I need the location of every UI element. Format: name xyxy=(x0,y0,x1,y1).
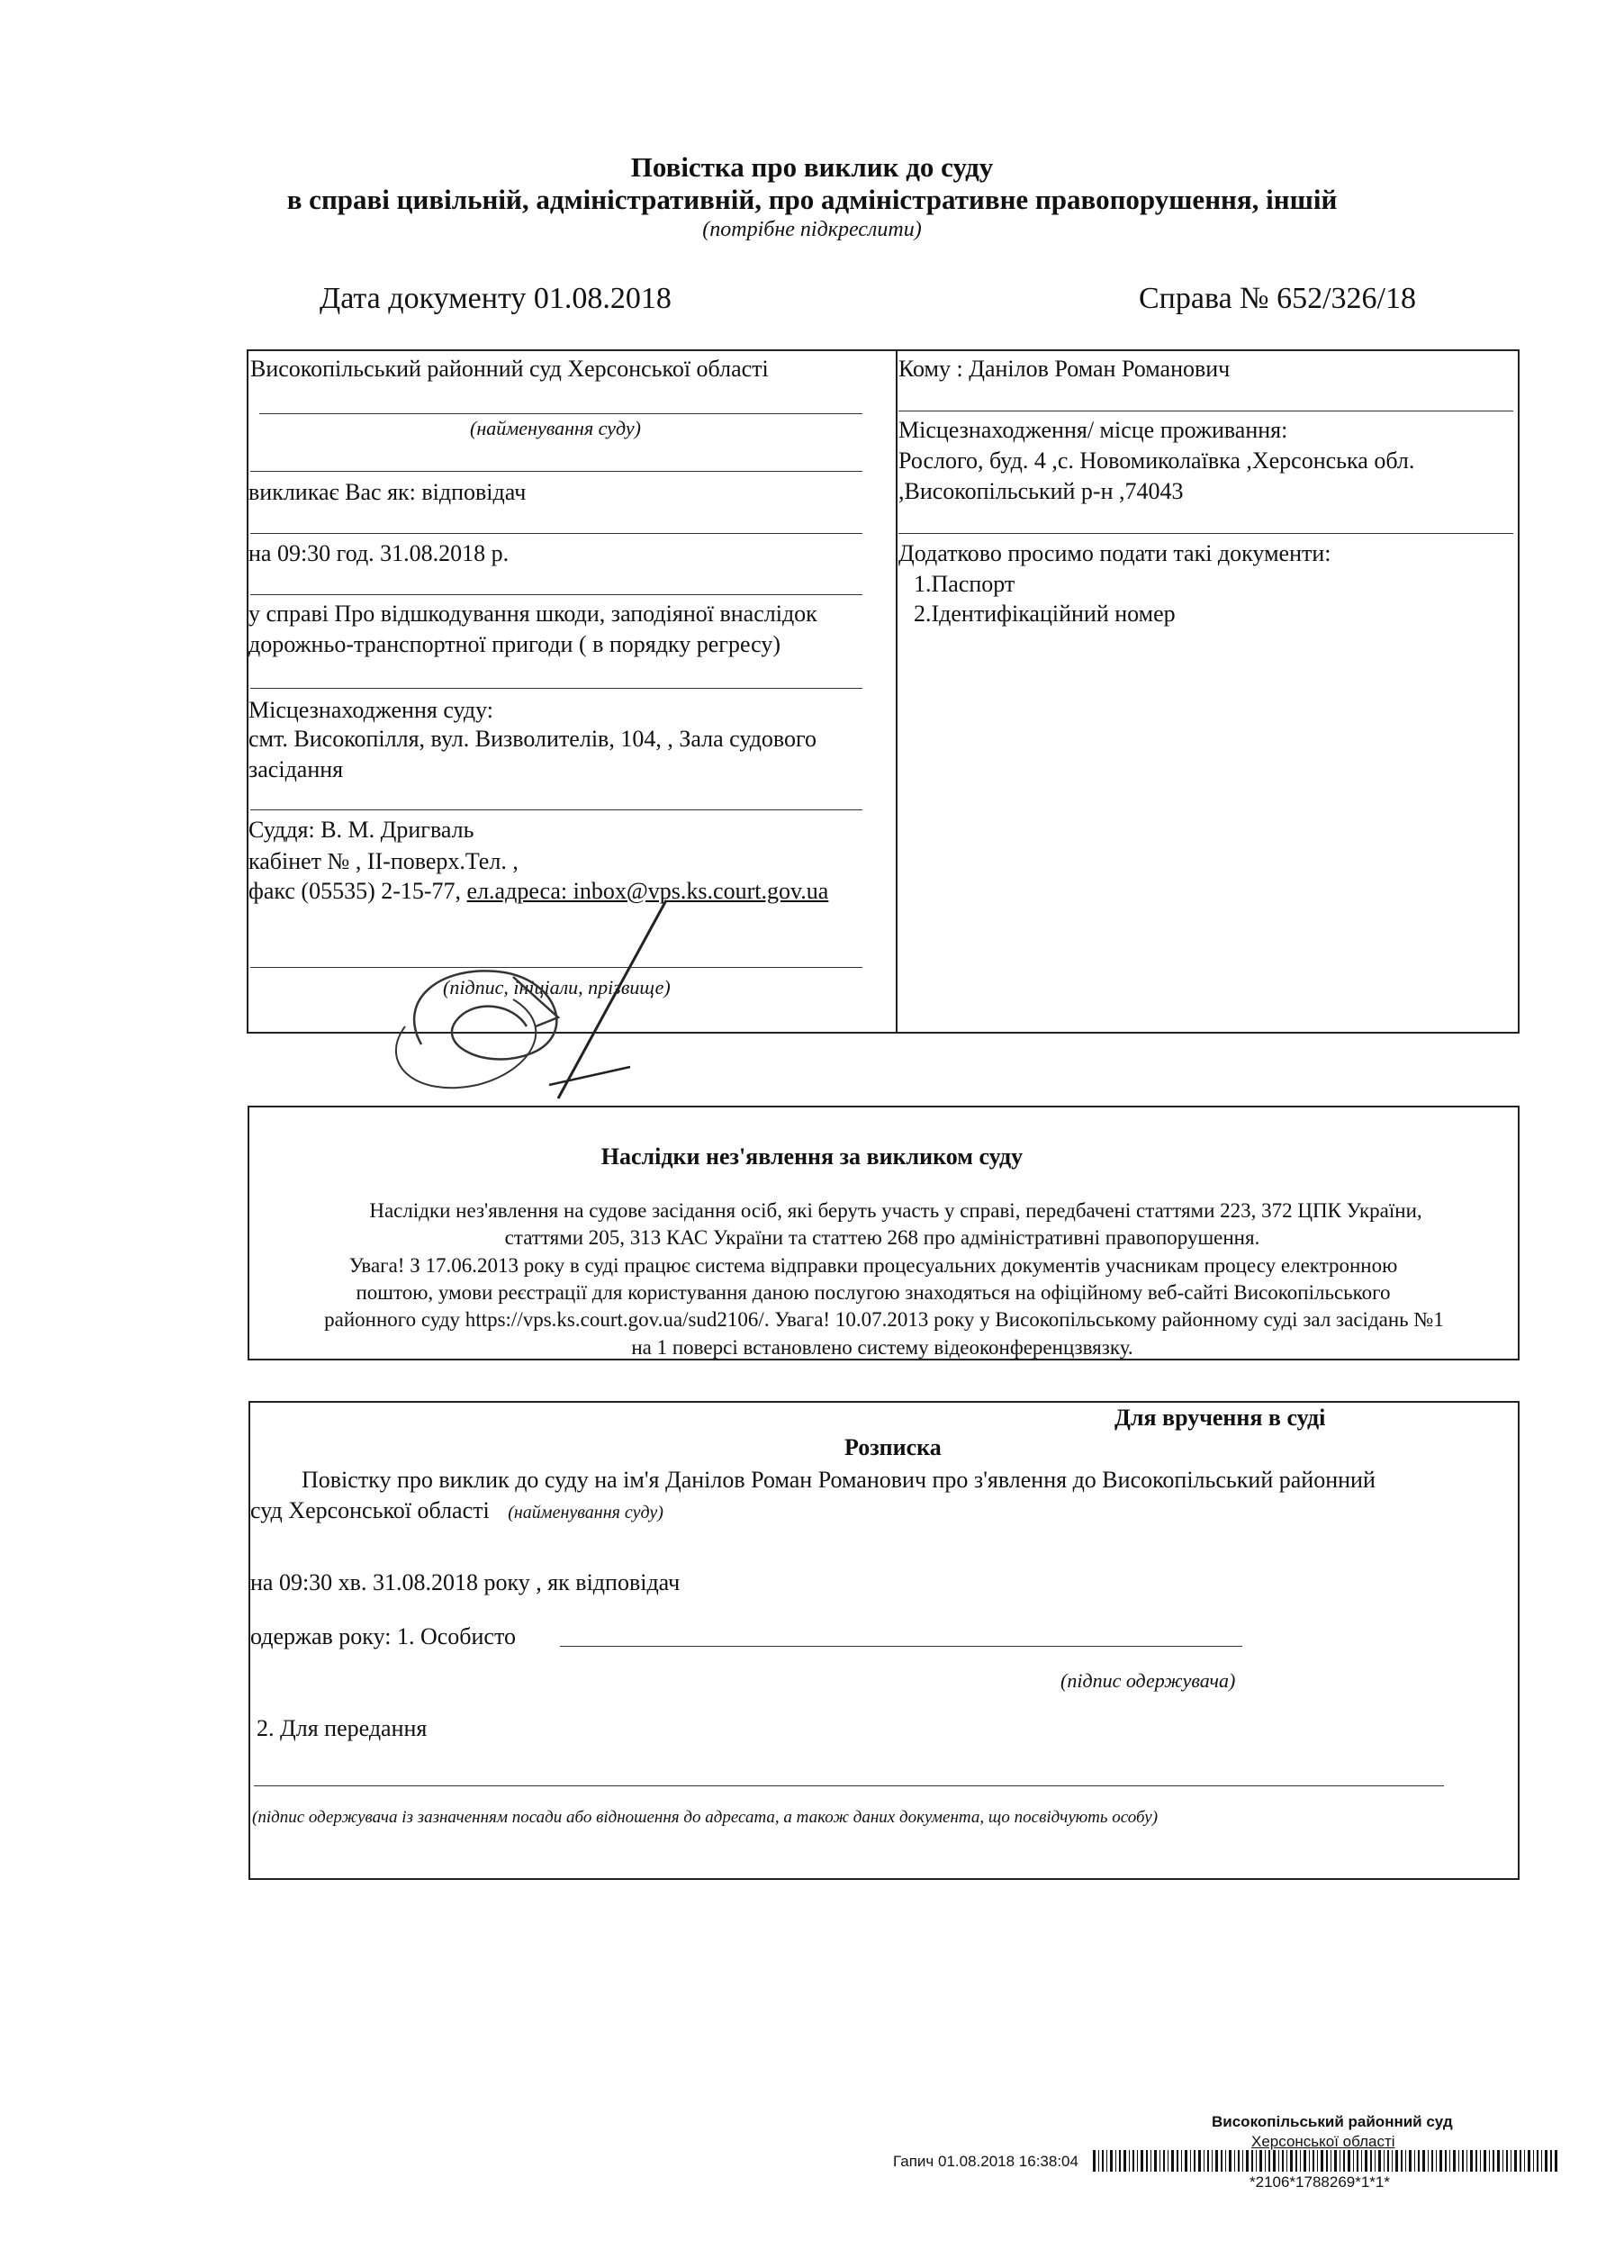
consequences-line: поштою, умови реєстрації для користування даною послугою знаходяться на офіційному веб-сайті Високопільського xyxy=(356,1281,1391,1304)
rule-line xyxy=(250,533,862,534)
consequences-title: Наслідки нез'явлення за викликом суду xyxy=(600,1143,1024,1170)
consequences-line: районного суду https://vps.ks.court.gov.ua/sud2106/. Увага! 10.07.2013 року у Високопільському районному суді зал засідань №1 xyxy=(324,1308,1444,1331)
stamp-clerk-datetime: Гапич 01.08.2018 16:38:04 xyxy=(893,2153,1078,2170)
document-item-2: 2.Ідентифікаційний номер xyxy=(914,601,1176,627)
barcode xyxy=(1093,2150,1559,2172)
rule-line xyxy=(250,809,862,810)
hearing-time: на 09:30 год. 31.08.2018 р. xyxy=(248,540,510,566)
stamp-court-line2: Херсонської області xyxy=(1251,2133,1395,2150)
transfer-signature-caption: (підпис одержувача із зазначенням посади або відношення до адресата, а також даних документа, що посвідчують особу) xyxy=(252,1808,1159,1827)
stamp-court-line1: Високопільський районний суд xyxy=(1212,2113,1453,2130)
receipt-time: на 09:30 хв. 31.08.2018 року , як відповідач xyxy=(250,1569,681,1595)
court-email: ел.адреса: inbox@vps.ks.court.gov.ua xyxy=(466,878,829,904)
address-line1: Рослого, буд. 4 ,с. Новомиколаївка ,Херсонська обл. xyxy=(898,447,1415,474)
signature-line xyxy=(560,1646,1242,1647)
summoned-as: викликає Вас як: відповідач xyxy=(248,479,527,505)
receipt-title: Розписка xyxy=(844,1434,942,1460)
rule-line xyxy=(250,594,862,595)
rule-line xyxy=(259,413,862,414)
case-subject-line1: у справі Про відшкодування шкоди, заподіяної внаслідок xyxy=(248,601,817,627)
address-line2: ,Високопільський р-н ,74043 xyxy=(898,478,1184,504)
consequences-line: на 1 поверсі встановлено систему відеоконференцзвязку. xyxy=(631,1336,1133,1359)
court-location-label: Місцезнаходження суду: xyxy=(248,697,493,723)
court-location-line1: смт. Високопілля, вул. Визволителів, 104, , Зала судового xyxy=(248,726,817,752)
case-number: Справа № 652/326/18 xyxy=(1139,282,1416,315)
rule-line xyxy=(250,471,862,472)
receipt-court-caption: (найменування суду) xyxy=(508,1503,663,1523)
rule-line xyxy=(898,533,1513,534)
consequences-line: Увага! З 17.06.2013 року в суді працює система відправки процесуальних документів учасникам процесу електронною xyxy=(348,1254,1398,1277)
judge-office: кабінет № , ІІ-поверх.Тел. , xyxy=(248,848,519,874)
case-subject-line2: дорожньо-транспортної пригоди ( в порядку регресу) xyxy=(248,631,781,657)
judge-name: Суддя: В. М. Дригваль xyxy=(248,817,474,843)
document-date: Дата документу 01.08.2018 xyxy=(320,282,672,315)
receipt-text-line2 xyxy=(250,1497,663,1524)
court-name: Високопільський районний суд Херсонської області xyxy=(250,356,769,382)
receipt-text-line1: Повістку про виклик до суду на ім'я Данілов Роман Романович про з'явлення до Високопільський районний xyxy=(302,1467,1376,1493)
for-court-label: Для вручення в суді xyxy=(1114,1405,1326,1431)
document-title: Повістка про виклик до суду xyxy=(630,151,994,183)
rule-line xyxy=(250,688,862,689)
recipient-name: Кому : Данілов Роман Романович xyxy=(898,356,1231,382)
document-subtitle: в справі цивільній, адміністративній, про адміністративне правопорушення, іншій xyxy=(286,184,1338,215)
receipt-court-name: суд Херсонської області xyxy=(250,1497,490,1523)
transfer-label: 2. Для передання xyxy=(257,1715,428,1741)
court-location-line2: засідання xyxy=(248,756,344,782)
documents-label: Додатково просимо подати такі документи: xyxy=(898,540,1331,566)
table-divider xyxy=(896,349,898,1034)
signature-scribble xyxy=(378,891,720,1116)
address-label: Місцезнаходження/ місце проживання: xyxy=(898,417,1288,443)
barcode-code: *2106*1788269*1*1* xyxy=(1250,2173,1390,2191)
received-personally: одержав року: 1. Особисто xyxy=(250,1623,516,1649)
recipient-signature-caption: (підпис одержувача) xyxy=(1060,1669,1236,1692)
court-name-caption: (найменування суду) xyxy=(470,417,641,439)
underline-note: (потрібне підкреслити) xyxy=(702,218,922,241)
fax-number: факс (05535) 2-15-77, xyxy=(248,878,467,904)
signature-line xyxy=(254,1785,1444,1786)
document-item-1: 1.Паспорт xyxy=(914,571,1015,597)
signature-caption: (підпис, ініціали, прізвище) xyxy=(443,976,671,998)
consequences-line: Наслідки нез'явлення на судове засідання осіб, які беруть участь у справі, передбачені статтями 223, 372 ЦПК України, xyxy=(369,1199,1422,1222)
consequences-line: статтями 205, 313 КАС України та статтею 268 про адміністративні правопорушення. xyxy=(504,1226,1260,1249)
